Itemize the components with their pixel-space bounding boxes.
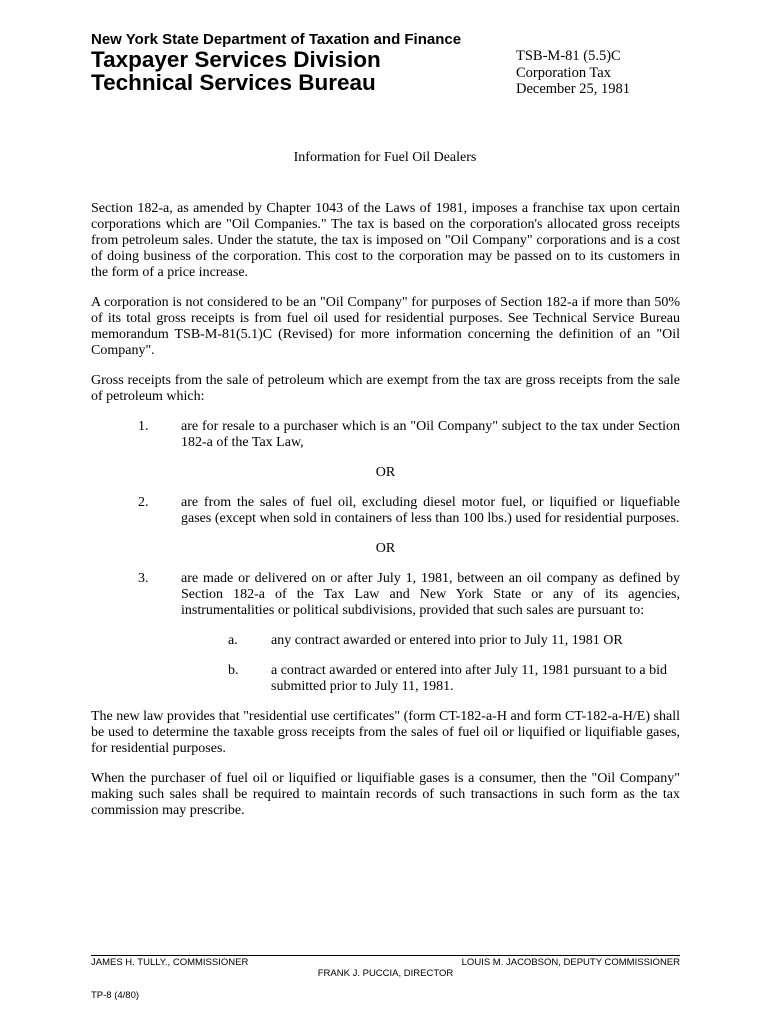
sub-list-item — [91, 633, 680, 649]
sub-list-text: any contract awarded or entered into prior to July 11, 1981 OR — [271, 633, 623, 648]
paragraph: Gross receipts from the sale of petroleum which are exempt from the tax are gross receipts from the sale of petroleum which: — [91, 373, 680, 404]
paragraph: A corporation is not considered to be an "Oil Company" for purposes of Section 182-a if more than 50% of its total gross receipts is from fuel oil used for residential purposes. See Technical Service Bureau memorandum TSB-M-81(5.1)C (Revised) for more information concerning the definition of an "Oil Company". — [91, 295, 680, 358]
document-info — [516, 48, 630, 98]
doc-date: December 25, 1981 — [516, 81, 630, 97]
division-name: Taxpayer Services Division — [91, 47, 381, 72]
department-name: New York State Department of Taxation and Finance — [91, 31, 462, 48]
director-name: FRANK J. PUCCIA, DIRECTOR — [317, 968, 454, 979]
or-separator: OR — [375, 465, 396, 480]
doc-category: Corporation Tax — [516, 64, 611, 81]
paragraph: The new law provides that "residential use certificates" (form CT-182-a-H and form CT-182-a-H/E) shall be used to determine the taxable gross receipts from the sales of fuel oil or liquified or liquifiable gases, for residential purposes. — [91, 709, 680, 756]
sub-list-text: a contract awarded or entered into after July 11, 1981 pursuant to a bid submitted prior to July 11, 1981. — [271, 663, 668, 694]
paragraph: When the purchaser of fuel oil or liquified or liquifiable gases is a consumer, then the "Oil Company" making such sales shall be required to maintain records of such transactions in such form as the tax commission may prescribe. — [91, 771, 680, 818]
form-number: TP-8 (4/80) — [91, 990, 140, 1001]
deputy-commissioner-name: LOUIS M. JACOBSON, DEPUTY COMMISSIONER — [461, 957, 680, 968]
sub-list-letter: a. — [228, 633, 238, 648]
doc-number: TSB-M-81 (5.5)C — [516, 48, 621, 64]
list-text: are for resale to a purchaser which is an "Oil Company" subject to the tax under Section 182-a of the Tax Law, — [181, 419, 680, 450]
list-item — [91, 571, 680, 619]
list-number: 3. — [138, 571, 149, 586]
bureau-name: Technical Services Bureau — [91, 70, 376, 95]
footer-rule — [91, 955, 680, 956]
list-item — [91, 495, 680, 527]
sub-list-letter: b. — [228, 663, 239, 678]
footer-signatories — [91, 957, 680, 968]
paragraph: Section 182-a, as amended by Chapter 1043 of the Laws of 1981, imposes a franchise tax upon certain corporations which are "Oil Companies." The tax is based on the corporation's allocated gross receipts from petroleum sales. Under the statute, the tax is imposed on "Oil Company" corporations and is a cost of doing business of the corporation. This cost to the corporation may be passed on to its customers in the form of a price increase. — [91, 201, 680, 280]
sub-list-item — [91, 663, 680, 695]
list-item — [91, 419, 680, 451]
or-separator: OR — [375, 541, 396, 556]
list-number: 1. — [138, 419, 149, 434]
page-title: Information for Fuel Oil Dealers — [293, 150, 477, 165]
footer — [91, 955, 680, 979]
list-number: 2. — [138, 495, 149, 510]
list-text: are made or delivered on or after July 1, 1981, between an oil company as defined by Section 182-a of the Tax Law and New York State or any of its agencies, instrumentalities or political subdivisions, provided that such sales are pursuant to: — [181, 571, 680, 618]
list-text: are from the sales of fuel oil, excluding diesel motor fuel, or liquified or liquefiable gases (except when sold in containers of less than 100 lbs.) used for residential purposes. — [181, 495, 680, 526]
document-body — [91, 201, 680, 833]
commissioner-name: JAMES H. TULLY., COMMISSIONER — [91, 957, 249, 968]
